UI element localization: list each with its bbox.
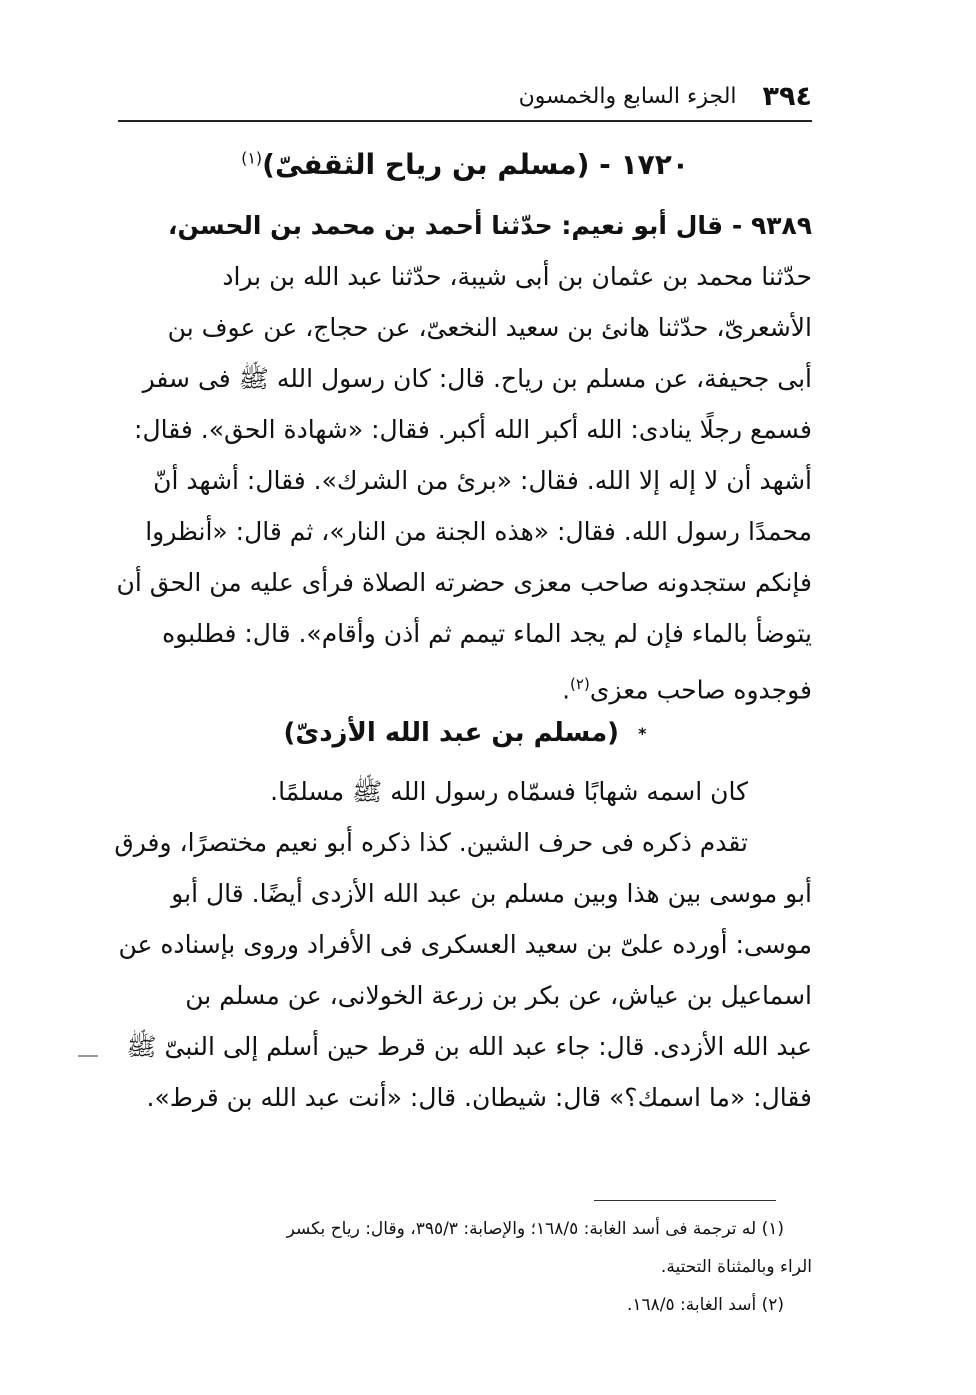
section-heading-1 [118, 148, 812, 181]
header-rule [118, 120, 812, 122]
hadith-line-6: أشهد أن لا إله إلا الله. فقال: «برئ من الشرك». فقال: أشهد أنّ [153, 466, 812, 495]
bio-line-6: عبد الله الأزدى. قال: جاء عبد الله بن قرط حين أسلم إلى النبىّ ﷺ [126, 1032, 812, 1061]
footnote-ref-1: (١) [241, 148, 263, 168]
hadith-line-4: أبى جحيفة، عن مسلم بن رياح. قال: كان رسول الله ﷺ فى سفر [142, 364, 812, 393]
footnote-ref-2: (٢) [570, 675, 590, 693]
hadith-line-3: الأشعرىّ، حدّثنا هانئ بن سعيد النخعىّ، عن حجاج، عن عوف بن [167, 313, 812, 342]
page-number: ٣٩٤ [762, 80, 812, 112]
hadith-line-9: يتوضأ بالماء فإن لم يجد الماء تيمم ثم أذن وأقام». قال: فطلبوه [162, 619, 812, 648]
running-title: الجزء السابع والخمسون [518, 83, 737, 109]
hadith-line-7: محمدًا رسول الله. فقال: «هذه الجنة من النار»، ثم قال: «أنظروا [145, 517, 812, 546]
bio-line-1: كان اسمه شهابًا فسمّاه رسول الله ﷺ مسلمًا. [270, 777, 748, 806]
footnote-1: (١) له ترجمة فى أسد الغابة: ١٦٨/٥؛ والإصابة: ٣٩٥/٣، وقال: رياح بكسر [286, 1219, 784, 1239]
hadith-line-1-text: - قال أبو نعيم: حدّثنا أحمد بن محمد بن الحسن، [168, 211, 743, 240]
hadith-line-10-text: فوجدوه صاحب معزى [589, 675, 812, 705]
hadith-line-2: حدّثنا محمد بن عثمان بن أبى شيبة، حدّثنا عبد الله بن براد [222, 262, 812, 291]
hadith-paragraph [104, 200, 812, 715]
section-heading-1-text: ١٧٢٠ - (مسلم بن رياح الثقفىّ) [262, 148, 689, 181]
page-header [166, 76, 812, 116]
bio-line-2: تقدم ذكره فى حرف الشين. كذا ذكره أبو نعيم مختصرًا، وفرق [114, 828, 748, 857]
bio-line-7: فقال: «ما اسمك؟» قال: شيطان. قال: «أنت عبد الله بن قرط». [146, 1083, 812, 1112]
bio-line-5: اسماعيل بن عياش، عن بكر بن زرعة الخولانى، عن مسلم بن [185, 981, 812, 1010]
footnotes [118, 1210, 812, 1324]
bio-line-3: أبو موسى بين هذا وبين مسلم بن عبد الله الأزدى أيضًا. قال أبو [171, 879, 812, 908]
section-heading-2 [118, 718, 812, 748]
entry-number: ٩٣٨٩ [750, 211, 812, 240]
footnote-1-continued: الراء وبالمثناة التحتية. [660, 1257, 812, 1277]
hadith-line-8: فإنكم ستجدونه صاحب معزى حضرته الصلاة فرأى عليه من الحق أن [116, 568, 812, 597]
section-heading-2-text: (مسلم بن عبد الله الأزدىّ) [283, 718, 620, 748]
hadith-line-10: فوجدوه صاحب معزى$^{(٢)}$. [562, 675, 812, 705]
star-marker: * [638, 724, 647, 743]
biography-paragraph [104, 766, 812, 1123]
hadith-line-1 [104, 200, 812, 251]
hadith-line-5: فسمع رجلًا ينادى: الله أكبر الله أكبر. فقال: «شهادة الحق». فقال: [134, 415, 812, 444]
footnote-2: (٢) أسد الغابة: ١٦٨/٥. [626, 1295, 784, 1315]
scan-margin-mark [78, 1055, 98, 1057]
bio-line-4: موسى: أورده علىّ بن سعيد العسكرى فى الأفراد وروى بإسناده عن [118, 930, 812, 959]
footnote-rule [594, 1200, 776, 1201]
